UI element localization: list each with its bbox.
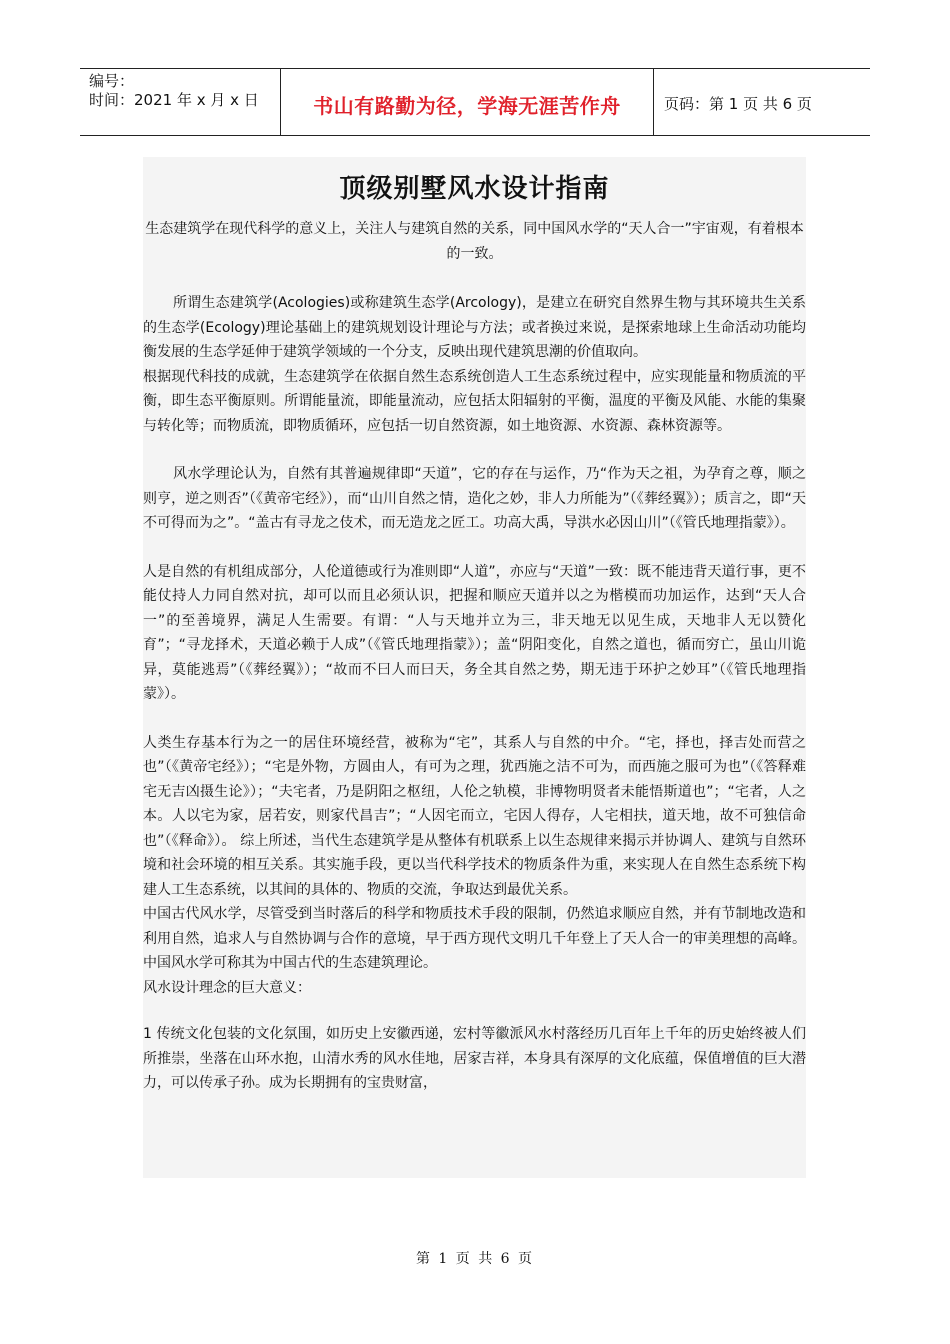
document-number-label: 编号： <box>89 72 135 90</box>
paragraph-cultural-atmosphere: 1 传统文化包装的文化氛围，如历史上安徽西递，宏村等徽派风水村落经历几百年上千年的历史始终被人们所推崇，坐落在山环水抱，山清水秀的风水佳地，居家吉祥，本身具有深厚的文化底蕴，保值增值的巨大潜力，可以传承子孙。成为长期拥有的宝贵财富， <box>143 1026 806 1091</box>
paragraph-ecological-balance: 根据现代科技的成就，生态建筑学在依据自然生态系统创造人工生态系统过程中，应实现能量和物质流的平衡，即生态平衡原则。所谓能量流，即能量流动，应包括太阳辐射的平衡，温度的平衡及风能、水能的集聚与转化等；而物质流，即物质循环，应包括一切自然资源，如土地资源、水资源、森林资源等。 <box>143 368 806 434</box>
paragraph-heaven-dao: 风水学理论认为，自然有其普遍规律即“天道”，它的存在与运作，乃“作为天之祖，为孕育之尊，顺之则亨，逆之则否”（《黄帝宅经》），而“山川自然之情，造化之妙，非人力所能为”（《葬经翼》）；质言之，即“天不可得而为之”。“盖古有寻龙之伎术，而无造龙之匠工。功高大禹，导洪水必因山川”（《管氏地理指蒙》）。 <box>143 466 806 531</box>
page-header <box>80 68 870 136</box>
paragraph-dwelling: 人类生存基本行为之一的居住环境经营，被称为“宅”，其系人与自然的中介。“宅，择也，择吉处而营之也”（《黄帝宅经》）；“宅是外物，方圆由人，有可为之理，犹西施之洁不可为，而西施之服可为也”（《答释难宅无吉凶摄生论》）；“夫宅者，乃是阴阳之枢纽，人伦之轨模，非博物明贤者未能悟斯道也”；“宅者，人之本。人以宅为家，居若安，则家代昌吉”；“人因宅而立，宅因人得存，人宅相扶，道天地，故不可独信命也”（《释命》）。 综上所述，当代生态建筑学是从整体有机联系上以生态规律来揭示并协调人、建筑与自然环境和社会环境的相互关系。其实施手段，更以当代科学技术的物质条件为重，来实现人在自然生态系统下构建人工生态系统，以其间的具体的、物质的交流，争取达到最优关系。 <box>143 734 806 898</box>
page-footer: 第 1 页 共 6 页 <box>415 1251 535 1267</box>
paragraph-significance-heading: 风水设计理念的巨大意义： <box>143 979 311 996</box>
document-intro: 生态建筑学在现代科学的意义上，关注人与建筑自然的关系，同中国风水学的“天人合一”宇宙观，有着根本的一致。 <box>145 221 804 262</box>
paragraph-ecology-definition: 所谓生态建筑学(Acologies)或称建筑生态学(Arcology)，是建立在研究自然界生物与其环境共生关系的生态学(Ecology)理论基础上的建筑规划设计理论与方法；或者换过来说，是探索地球上生命活动功能均衡发展的生态学延伸于建筑学领域的一个分支，反映出现代建筑思潮的价值取向。 <box>143 295 806 360</box>
document-title: 顶级别墅风水设计指南 <box>339 174 610 204</box>
paragraph-human-dao: 人是自然的有机组成部分，人伦道德或行为准则即“人道”，亦应与“天道”一致：既不能违背天道行事，更不能仗持人力同自然对抗，却可以而且必须认识，把握和顺应天道并以之为楷模而功加运作，达到“天人合一”的至善境界，满足人生需要。有谓：“人与天地并立为三，非天地无以见生成，天地非人无以赞化育”；“寻龙择术，天道必赖于人成”（《管氏地理指蒙》）；盖“阴阳变化，自然之道也，循而穷亡，虽山川诡异，莫能逃焉”（《葬经翼》）；“故而不曰人而曰天，务全其自然之势，期无违于环护之妙耳”（《管氏地理指蒙》）。 <box>143 563 806 702</box>
paragraph-ancient-fengshui: 中国古代风水学，尽管受到当时落后的科学和物质技术手段的限制，仍然追求顺应自然，并有节制地改造和利用自然，追求人与自然协调与合作的意境，早于西方现代文明几千年登上了天人合一的审美理想的高峰。中国风水学可称其为中国古代的生态建筑理论。 <box>143 906 806 971</box>
document-date: 时间：2021 年 x 月 x 日 <box>89 91 259 109</box>
document-body <box>143 157 806 1178</box>
header-page-info: 页码：第 1 页 共 6 页 <box>664 95 812 113</box>
header-meta <box>80 69 281 135</box>
header-motto: 书山有路勤为径，学海无涯苦作舟 <box>281 69 654 135</box>
